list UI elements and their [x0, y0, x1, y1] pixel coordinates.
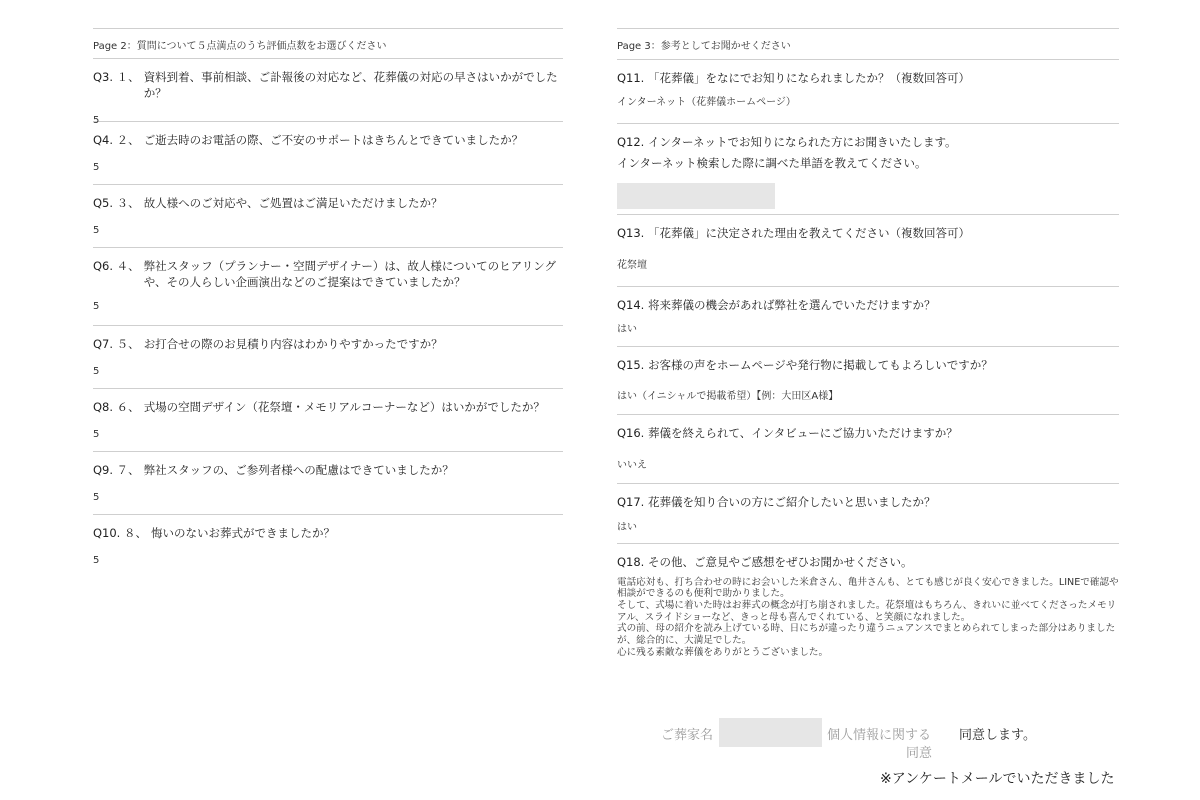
- question-q4: [93, 122, 563, 185]
- consent-label-2: 同意: [906, 746, 933, 761]
- question-number: Q5. ３、: [93, 196, 140, 210]
- question-q12: [617, 124, 1119, 215]
- question-text: 弊社スタッフの、ご参列者様への配慮はできていましたか？: [143, 463, 454, 477]
- question-number: Q3. １、: [93, 70, 140, 84]
- question-q18: [617, 544, 1119, 658]
- answer-value: 花祭壇: [617, 259, 647, 271]
- question-text: 資料到着、事前相談、ご訃報後の対応など、花葬儀の対応の早さはいかがでしたか？: [143, 70, 558, 100]
- question-q8: [93, 389, 563, 452]
- question-text: Q17. 花葬儀を知り合いの方にご紹介したいと思いましたか？: [617, 495, 936, 509]
- answer-value: はい: [617, 323, 637, 335]
- question-q13: [617, 215, 1119, 287]
- question-q14: [617, 287, 1119, 347]
- page3-title: Page 3：参考としてお聞かせください: [617, 28, 1119, 60]
- answer-value: 5: [93, 224, 100, 236]
- consent-value: 同意します。: [959, 728, 1036, 743]
- answer-value: 5: [93, 301, 100, 313]
- question-text: ご逝去時のお電話の際、ご不安のサポートはきちんとできていましたか？: [143, 133, 524, 147]
- comment-text: 電話応対も、打ち合わせの時にお会いした米倉さん、亀井さんも、とても感じが良く安心できました。LINEで確認や相談ができるのも便利で助かりました。 そして、式場に着いた時はお葬式の概念が打ち崩されました。花祭壇はもちろん、きれいに並べてくださったメモリアル、スライドショーなど、きっと母も喜んでくれている、と笑顔になれました。 式の前、母の紹介を読み上げている時、日にちが違ったり違うニュアンスでまとめられてしまった部分はありましたが、総合的に、大満足でした。 心に残る素敵な葬儀をありがとうございました。: [617, 576, 1119, 658]
- family-name-label: ご葬家名: [661, 728, 714, 743]
- question-q3: [93, 59, 563, 127]
- question-q16: [617, 415, 1119, 484]
- answer-value: 5: [93, 115, 100, 127]
- question-text: Q18. その他、ご意見やご感想をぜひお聞かせください。: [617, 555, 913, 569]
- question-text: 弊社スタッフ（プランナー・空間デザイナー）は、故人様についてのヒアリングや、その人らしい企画演出などのご提案はできていましたか？: [143, 259, 556, 289]
- answer-value: 5: [93, 554, 100, 566]
- page2-section: [93, 28, 563, 577]
- page2-title: Page 2：質問について５点満点のうち評価点数をお選びください: [93, 28, 563, 59]
- question-q17: [617, 484, 1119, 544]
- page3-section: [617, 28, 1119, 658]
- question-number: Q6. ４、: [93, 259, 140, 273]
- question-number: Q7. ５、: [93, 337, 140, 351]
- question-text: 式場の空間デザイン（花祭壇・メモリアルコーナーなど）はいかがでしたか？: [143, 400, 545, 414]
- answer-value: はい: [617, 521, 637, 533]
- question-text: Q13. 「花葬儀」に決定された理由を教えてください（複数回答可）: [617, 226, 970, 240]
- question-q7: [93, 326, 563, 389]
- answer-field: [617, 183, 775, 209]
- question-text: Q16. 葬儀を終えられて、インタビューにご協力いただけますか？: [617, 426, 958, 440]
- question-q11: [617, 60, 1119, 124]
- question-text: Q15. お客様の声をホームページや発行物に掲載してもよろしいですか？: [617, 358, 993, 372]
- question-text: Q14. 将来葬儀の機会があれば弊社を選んでいただけますか？: [617, 298, 936, 312]
- question-q10: [93, 515, 563, 577]
- question-text: Q11. 「花葬儀」をなにでお知りになられましたか？（複数回答可）: [617, 71, 970, 85]
- question-number: Q9. ７、: [93, 463, 140, 477]
- answer-value: インターネット（花葬儀ホームページ）: [617, 96, 796, 108]
- question-text-line2: インターネット検索した際に調べた単語を教えてください。: [617, 155, 927, 170]
- question-text: お打合せの際のお見積り内容はわかりやすかったですか？: [143, 337, 443, 351]
- family-name-field: [719, 718, 822, 747]
- answer-value: 5: [93, 428, 100, 440]
- question-text: 故人様へのご対応や、ご処置はご満足いただけましたか？: [143, 196, 443, 210]
- answer-value: 5: [93, 365, 100, 377]
- answer-value: 5: [93, 491, 100, 503]
- consent-label: 個人情報に関する: [827, 728, 932, 743]
- question-text: 悔いのないお葬式ができましたか？: [151, 526, 335, 540]
- answer-value: いいえ: [617, 459, 647, 471]
- question-q15: [617, 347, 1119, 415]
- answer-value: 5: [93, 161, 100, 173]
- question-number: Q4. ２、: [93, 133, 140, 147]
- question-number: Q10. ８、: [93, 526, 147, 540]
- question-q9: [93, 452, 563, 515]
- question-text-line1: Q12. インターネットでお知りになられた方にお聞きいたします。: [617, 135, 957, 149]
- question-number: Q8. ６、: [93, 400, 140, 414]
- answer-value: はい（イニシャルで掲載希望）【例：大田区A様】: [617, 390, 839, 402]
- question-q5: [93, 185, 563, 248]
- question-q6: [93, 248, 563, 326]
- source-note: ※アンケートメールでいただきました: [880, 771, 1115, 787]
